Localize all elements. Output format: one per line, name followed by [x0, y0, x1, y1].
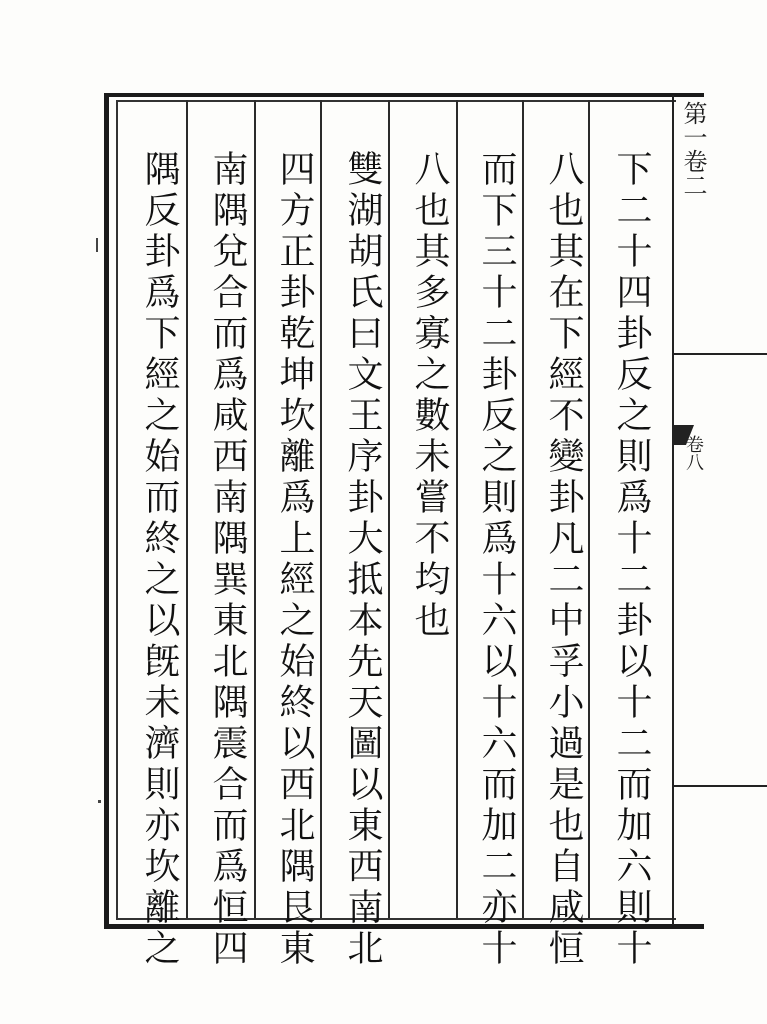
margin-rule-lower [674, 785, 767, 787]
text-column-5: 雙湖胡氏曰文王序卦大抵本先天圖以東西南北 [342, 150, 383, 970]
column-rule [320, 100, 322, 918]
column-rule [186, 100, 188, 918]
text-column-8: 隅反卦爲下經之始而終之以旣未濟則亦坎離之 [139, 150, 180, 970]
margin-title: 第一卷二 [679, 101, 707, 197]
inner-border [116, 100, 676, 920]
scan-speck [96, 238, 98, 252]
text-column-4: 八也其多寡之數未嘗不均也 [409, 150, 450, 642]
margin-juan: 卷八 [683, 435, 704, 471]
column-rule [388, 100, 390, 918]
column-rule [588, 100, 590, 918]
text-column-7: 南隅兌合而爲咸西南隅巽東北隅震合而爲恒四 [207, 150, 248, 970]
margin-rule [674, 353, 767, 355]
text-column-6: 四方正卦乾坤坎離爲上經之始終以西北隅艮東 [274, 150, 315, 970]
text-column-3: 而下三十二卦反之則爲十六以十六而加二亦十 [476, 150, 517, 970]
column-rule [522, 100, 524, 918]
column-rule [254, 100, 256, 918]
scan-speck [98, 800, 101, 803]
center-fold-margin [674, 95, 767, 925]
text-column-1: 下二十四卦反之則爲十二卦以十二而加六則十 [611, 150, 652, 970]
text-column-2: 八也其在下經不變卦凡二中孚小過是也自咸恒 [543, 150, 584, 970]
column-rule [456, 100, 458, 918]
